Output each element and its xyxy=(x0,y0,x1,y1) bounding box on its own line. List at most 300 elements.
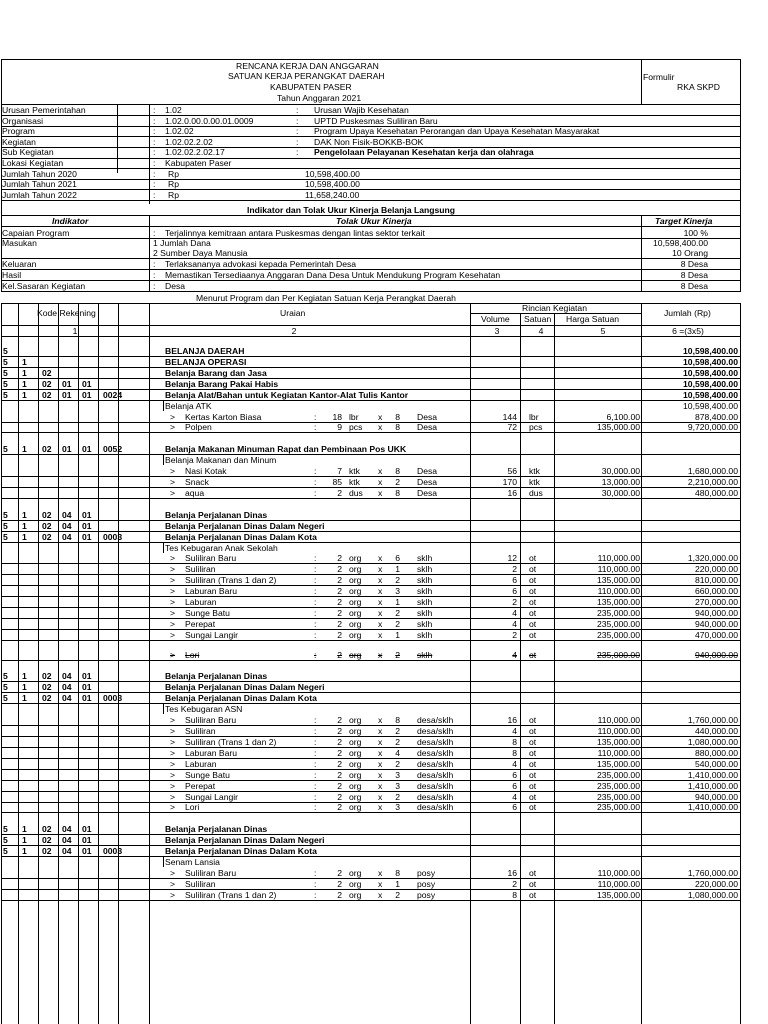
item-multiplier: 8 xyxy=(395,466,400,477)
bullet: > xyxy=(170,715,176,726)
kode-segment: 0003 xyxy=(103,693,123,704)
item-unit: org xyxy=(349,649,362,660)
kode-segment: 1 xyxy=(22,671,27,682)
item-name: Suliliran xyxy=(185,564,216,575)
item-jumlah: 270,000.00 xyxy=(694,597,738,608)
kode-segment: 5 xyxy=(3,693,8,704)
item-unit: dus xyxy=(349,487,363,498)
item-multiplier: 8 xyxy=(395,715,400,726)
kode-segment: 5 xyxy=(3,682,8,693)
separator: : xyxy=(314,575,317,586)
item-harga: 235,000.00 xyxy=(596,769,640,780)
item-satuan: ot xyxy=(529,586,537,597)
item-multiplier: 8 xyxy=(395,487,400,498)
item-name: Suliliran xyxy=(185,878,216,889)
item-harga: 110,000.00 xyxy=(597,726,640,737)
separator: : xyxy=(153,136,156,147)
kode-segment: 02 xyxy=(42,846,52,857)
item-satuan: ot xyxy=(529,715,537,726)
bullet: > xyxy=(170,878,176,889)
account-title: Belanja Perjalanan Dinas Dalam Kota xyxy=(165,846,317,857)
indikator-text: Terjalinnya kemitraan antara Puskesmas dengan lintas sektor terkait xyxy=(165,228,425,238)
kode-segment: 1 xyxy=(22,509,27,520)
kode-segment: 01 xyxy=(82,835,92,846)
account-total: 10,598,400.00 xyxy=(683,356,738,367)
item-jumlah: 940,000.00 xyxy=(694,649,738,660)
item-name: Sunge Batu xyxy=(185,769,230,780)
item-unit: org xyxy=(349,791,362,802)
item-multiplier-unit: Desa xyxy=(417,466,438,477)
item-volume: 8 xyxy=(512,736,517,747)
column-line xyxy=(641,59,642,104)
column-line xyxy=(740,303,741,1024)
bullet: > xyxy=(170,477,176,488)
item-qty: 2 xyxy=(337,586,342,597)
column-line xyxy=(149,104,150,204)
item-name: Sungai Langir xyxy=(185,791,239,802)
col-header-indikator: Indikator xyxy=(52,216,89,226)
separator: : xyxy=(314,878,317,889)
bullet: > xyxy=(170,553,176,564)
separator: x xyxy=(378,575,383,586)
item-name: Laburan xyxy=(185,758,217,769)
column-line xyxy=(58,303,59,1024)
sub-item-title: Belanja Makanan dan Minum xyxy=(165,455,277,466)
bullet: > xyxy=(170,867,176,878)
column-line xyxy=(98,303,99,1024)
item-multiplier: 3 xyxy=(395,586,400,597)
info-code: 1.02.0.00.0.00.01.0009 xyxy=(165,115,254,126)
kode-segment: 1 xyxy=(22,682,27,693)
account-title: Belanja Perjalanan Dinas xyxy=(165,509,268,520)
rule-line xyxy=(1,356,740,357)
separator: x xyxy=(378,726,383,737)
item-multiplier: 3 xyxy=(395,802,400,813)
separator: : xyxy=(314,649,317,660)
item-harga: 110,000.00 xyxy=(597,553,640,564)
bullet: > xyxy=(170,758,176,769)
item-multiplier-unit: sklh xyxy=(417,629,433,640)
column-line xyxy=(118,303,119,1024)
separator: x xyxy=(378,477,383,488)
kode-segment: 1 xyxy=(22,835,27,846)
item-multiplier-unit: posy xyxy=(417,878,436,889)
separator: : xyxy=(153,158,156,168)
item-multiplier: 2 xyxy=(395,758,400,769)
separator: x xyxy=(378,791,383,802)
indikator-target: 100 % xyxy=(683,228,708,238)
kode-segment: 01 xyxy=(82,389,92,400)
bullet: > xyxy=(170,769,176,780)
kode-segment: 1 xyxy=(22,824,27,835)
kode-segment: 5 xyxy=(3,346,8,356)
account-title: Belanja Perjalanan Dinas xyxy=(165,671,268,682)
kode-segment: 02 xyxy=(42,444,52,455)
separator: : xyxy=(314,736,317,747)
separator: : xyxy=(153,270,156,280)
info-label: Organisasi xyxy=(2,115,44,126)
rule-line xyxy=(1,834,740,835)
column-line xyxy=(641,303,642,1024)
item-multiplier-unit: Desa xyxy=(417,487,438,498)
item-satuan: ot xyxy=(529,791,537,802)
jumlah-value: 10,598,400.00 xyxy=(305,168,360,179)
item-qty: 2 xyxy=(337,747,342,758)
item-volume: 2 xyxy=(512,878,517,889)
kode-segment: 5 xyxy=(3,520,8,531)
kode-segment: 02 xyxy=(42,378,52,389)
item-name: Lori xyxy=(185,802,200,813)
item-unit: pcs xyxy=(349,422,363,433)
rule-line xyxy=(1,660,740,661)
col-header-harga: Harga Satuan xyxy=(566,314,620,324)
item-unit: ktk xyxy=(349,466,360,477)
item-harga: 135,000.00 xyxy=(596,889,640,900)
item-unit: org xyxy=(349,747,362,758)
rule-line xyxy=(1,900,740,901)
lokasi-label: Lokasi Kegiatan xyxy=(2,158,64,168)
item-volume: 4 xyxy=(512,649,517,660)
rule-line xyxy=(1,226,740,227)
item-satuan: ktk xyxy=(529,466,540,477)
item-multiplier: 1 xyxy=(395,564,400,575)
item-qty: 2 xyxy=(337,758,342,769)
item-multiplier: 2 xyxy=(395,608,400,619)
item-satuan: ot xyxy=(529,878,537,889)
item-multiplier: 4 xyxy=(395,747,400,758)
rule-line xyxy=(1,291,740,292)
column-line xyxy=(117,104,118,173)
item-satuan: ktk xyxy=(529,477,540,488)
indikator-label: Masukan xyxy=(2,238,37,248)
rule-line xyxy=(1,542,740,543)
col-header-kode: Kode Rekening xyxy=(37,308,96,318)
col-header-jumlah: Jumlah (Rp) xyxy=(664,308,711,318)
col-header-uraian: Uraian xyxy=(280,308,306,318)
separator: x xyxy=(378,487,383,498)
separator: : xyxy=(153,179,156,190)
item-multiplier: 2 xyxy=(395,477,400,488)
bullet: > xyxy=(170,726,176,737)
item-qty: 85 xyxy=(332,477,342,488)
item-multiplier-unit: desa/sklh xyxy=(417,726,454,737)
separator: : xyxy=(153,115,156,126)
item-name: Snack xyxy=(185,477,209,488)
item-multiplier: 6 xyxy=(395,553,400,564)
rule-line xyxy=(1,200,740,201)
indikator-text: Memastikan Tersediaanya Anggaran Dana Desa Untuk Mendukung Program Kesehatan xyxy=(165,270,501,280)
item-unit: ktk xyxy=(349,477,360,488)
formulir-label: Formulir xyxy=(643,72,675,82)
kode-segment: 02 xyxy=(42,671,52,682)
item-harga: 110,000.00 xyxy=(597,564,640,575)
separator: : xyxy=(296,115,299,126)
item-volume: 16 xyxy=(507,715,517,726)
indikator-label: Keluaran xyxy=(2,259,37,269)
info-label: Urusan Pemerintahan xyxy=(2,105,86,115)
item-satuan: ot xyxy=(529,802,537,813)
separator: : xyxy=(314,802,317,813)
kode-segment: 1 xyxy=(22,693,27,704)
separator: x xyxy=(378,747,383,758)
item-jumlah: 878,400.00 xyxy=(694,411,738,422)
info-code: 1.02.02 xyxy=(165,126,194,137)
item-multiplier-unit: desa/sklh xyxy=(417,736,454,747)
item-satuan: lbr xyxy=(529,411,539,422)
sub-item-title: Tes Kebugaran Anak Sekolah xyxy=(165,542,278,553)
kode-segment: 04 xyxy=(62,531,72,542)
item-jumlah: 880,000.00 xyxy=(694,747,738,758)
item-jumlah: 810,000.00 xyxy=(694,575,738,586)
separator: x xyxy=(378,769,383,780)
item-multiplier-unit: sklh xyxy=(417,553,433,564)
sub-item-title: Senam Lansia xyxy=(165,857,220,868)
bullet: > xyxy=(170,422,176,433)
column-line xyxy=(740,204,741,292)
item-harga: 110,000.00 xyxy=(597,586,640,597)
kode-segment: 5 xyxy=(3,444,8,455)
info-code: 1.02.02.2.02.17 xyxy=(165,147,225,158)
separator: : xyxy=(314,769,317,780)
separator: : xyxy=(314,867,317,878)
item-jumlah: 1,080,000.00 xyxy=(687,736,738,747)
item-satuan: ot xyxy=(529,564,537,575)
rule-line xyxy=(1,812,740,813)
item-satuan: ot xyxy=(529,649,537,660)
item-unit: org xyxy=(349,780,362,791)
item-multiplier-unit: Desa xyxy=(417,422,438,433)
item-jumlah: 940,000.00 xyxy=(694,791,738,802)
column-line xyxy=(740,59,741,104)
item-volume: 6 xyxy=(512,575,517,586)
item-qty: 2 xyxy=(337,802,342,813)
indikator-target: 8 Desa xyxy=(680,259,708,269)
item-unit: org xyxy=(349,769,362,780)
kode-segment: 04 xyxy=(62,509,72,520)
item-name: Sungai Langir xyxy=(185,629,239,640)
separator: : xyxy=(314,564,317,575)
kode-segment: 5 xyxy=(3,671,8,682)
info-code: 1.02.02.2.02 xyxy=(165,136,213,147)
separator: x xyxy=(378,758,383,769)
jumlah-label: Jumlah Tahun 2020 xyxy=(2,168,77,179)
item-multiplier-unit: desa/sklh xyxy=(417,715,454,726)
kode-segment: 02 xyxy=(42,509,52,520)
separator: x xyxy=(378,586,383,597)
item-multiplier: 1 xyxy=(395,878,400,889)
rule-line xyxy=(1,400,740,401)
item-multiplier: 2 xyxy=(395,736,400,747)
separator: x xyxy=(378,608,383,619)
rule-line xyxy=(1,59,740,60)
bullet: > xyxy=(170,411,176,422)
rule-line xyxy=(1,325,740,326)
separator: : xyxy=(314,889,317,900)
separator: : xyxy=(153,259,156,269)
indikator-target: 10,598,400.00 xyxy=(653,238,708,248)
kode-segment: 02 xyxy=(42,367,52,378)
indikator-text: 2 Sumber Daya Manusia xyxy=(153,248,248,258)
bullet: > xyxy=(170,619,176,629)
item-volume: 12 xyxy=(507,553,517,564)
item-harga: 135,000.00 xyxy=(596,575,640,586)
indikator-target: 8 Desa xyxy=(680,281,708,291)
item-volume: 4 xyxy=(512,619,517,629)
indikator-title: Indikator dan Tolak Ukur Kinerja Belanja Langsung xyxy=(247,205,456,215)
column-line xyxy=(1,59,2,104)
col-header-satuan: Satuan xyxy=(524,314,552,324)
separator: x xyxy=(378,597,383,608)
item-volume: 56 xyxy=(507,466,517,477)
item-satuan: ot xyxy=(529,736,537,747)
column-line xyxy=(18,303,19,1024)
account-title: Belanja Perjalanan Dinas Dalam Negeri xyxy=(165,520,325,531)
currency: Rp xyxy=(168,179,179,190)
kode-segment: 5 xyxy=(3,356,8,367)
column-line xyxy=(1,104,2,204)
item-multiplier-unit: desa/sklh xyxy=(417,802,454,813)
col-number: 2 xyxy=(291,326,297,336)
item-name: Laburan Baru xyxy=(185,747,238,758)
item-qty: 7 xyxy=(337,466,342,477)
jumlah-label: Jumlah Tahun 2021 xyxy=(2,179,77,190)
item-volume: 2 xyxy=(512,564,517,575)
bullet: > xyxy=(170,466,176,477)
item-volume: 2 xyxy=(512,629,517,640)
bullet: > xyxy=(170,575,176,586)
rule-line xyxy=(1,681,740,682)
indikator-target: 8 Desa xyxy=(680,270,708,280)
kode-segment: 5 xyxy=(3,824,8,835)
item-volume: 170 xyxy=(502,477,517,488)
item-volume: 4 xyxy=(512,758,517,769)
column-line xyxy=(520,313,521,1024)
kode-segment: 04 xyxy=(62,824,72,835)
item-harga: 235,000.00 xyxy=(596,608,640,619)
item-multiplier: 3 xyxy=(395,769,400,780)
col-number: 3 xyxy=(494,326,500,336)
col-header-volume: Volume xyxy=(481,314,510,324)
item-unit: org xyxy=(349,878,362,889)
info-description: Program Upaya Kesehatan Perorangan dan Upaya Kesehatan Masyarakat xyxy=(314,126,600,137)
bullet: > xyxy=(170,564,176,575)
item-jumlah: 1,410,000.00 xyxy=(687,769,738,780)
column-line xyxy=(38,303,39,1024)
kode-segment: 1 xyxy=(22,531,27,542)
separator: : xyxy=(314,726,317,737)
bullet: > xyxy=(170,736,176,747)
separator: : xyxy=(314,747,317,758)
rule-line xyxy=(1,367,740,368)
item-harga: 235,000.00 xyxy=(596,780,640,791)
account-title: Belanja Perjalanan Dinas Dalam Kota xyxy=(165,531,317,542)
item-multiplier: 8 xyxy=(395,411,400,422)
account-title: Belanja Barang Pakai Habis xyxy=(165,378,279,389)
info-description: Urusan Wajib Kesehatan xyxy=(314,105,409,115)
separator: : xyxy=(314,586,317,597)
rule-line xyxy=(1,520,740,521)
item-unit: org xyxy=(349,629,362,640)
indikator-target: 10 Orang xyxy=(672,248,708,258)
header-title-line4: Tahun Anggaran 2021 xyxy=(277,93,362,103)
item-name: Nasi Kotak xyxy=(185,466,227,477)
kode-segment: 01 xyxy=(62,444,72,455)
item-unit: org xyxy=(349,867,362,878)
jumlah-label: Jumlah Tahun 2022 xyxy=(2,189,77,200)
separator: : xyxy=(153,105,156,115)
separator: : xyxy=(296,136,299,147)
item-unit: org xyxy=(349,575,362,586)
separator: x xyxy=(378,878,383,889)
item-qty: 2 xyxy=(337,553,342,564)
separator: : xyxy=(314,553,317,564)
separator: : xyxy=(314,758,317,769)
item-harga: 13,000.00 xyxy=(601,477,640,488)
separator: x xyxy=(378,422,383,433)
kode-segment: 01 xyxy=(82,824,92,835)
kode-segment: 5 xyxy=(3,389,8,400)
item-volume: 6 xyxy=(512,586,517,597)
column-line xyxy=(554,313,555,1024)
currency: Rp xyxy=(168,168,179,179)
info-label: Sub Kegiatan xyxy=(2,147,54,158)
separator: : xyxy=(314,780,317,791)
item-multiplier-unit: desa/sklh xyxy=(417,758,454,769)
item-name: Perepat xyxy=(185,619,216,629)
info-code: 1.02 xyxy=(165,105,182,115)
item-name: Suliliran (Trans 1 dan 2) xyxy=(185,889,277,900)
kode-segment: 01 xyxy=(82,693,92,704)
item-name: Lori xyxy=(185,649,200,660)
kode-segment: 5 xyxy=(3,367,8,378)
bullet: > xyxy=(170,597,176,608)
kode-segment: 5 xyxy=(3,509,8,520)
item-satuan: ot xyxy=(529,889,537,900)
bullet: > xyxy=(170,649,176,660)
separator: x xyxy=(378,411,383,422)
rule-line xyxy=(1,158,740,159)
item-satuan: ot xyxy=(529,726,537,737)
item-multiplier: 2 xyxy=(395,619,400,629)
account-title: Belanja Barang dan Jasa xyxy=(165,367,267,378)
rule-line xyxy=(1,168,740,169)
item-jumlah: 1,760,000.00 xyxy=(687,715,738,726)
col-number: 6 =(3x5) xyxy=(672,326,704,336)
item-harga: 110,000.00 xyxy=(597,867,640,878)
sub-item-title: Belanja ATK xyxy=(165,400,212,411)
kode-segment: 1 xyxy=(22,356,27,367)
rule-line xyxy=(1,336,740,337)
item-satuan: ot xyxy=(529,780,537,791)
item-harga: 30,000.00 xyxy=(601,466,640,477)
kode-segment: 02 xyxy=(42,531,52,542)
jumlah-value: 11,658,240.00 xyxy=(305,189,360,200)
item-harga: 110,000.00 xyxy=(597,747,640,758)
item-volume: 8 xyxy=(512,747,517,758)
indikator-text: Desa xyxy=(165,281,186,291)
item-qty: 9 xyxy=(337,422,342,433)
item-satuan: ot xyxy=(529,597,537,608)
item-harga: 135,000.00 xyxy=(596,422,640,433)
item-unit: org xyxy=(349,608,362,619)
account-title: Belanja Perjalanan Dinas xyxy=(165,824,268,835)
item-harga: 235,000.00 xyxy=(596,802,640,813)
kode-segment: 02 xyxy=(42,835,52,846)
column-line xyxy=(1,303,2,1024)
col-number: 4 xyxy=(538,326,544,336)
separator: : xyxy=(296,126,299,137)
kode-segment: 0003 xyxy=(103,531,123,542)
